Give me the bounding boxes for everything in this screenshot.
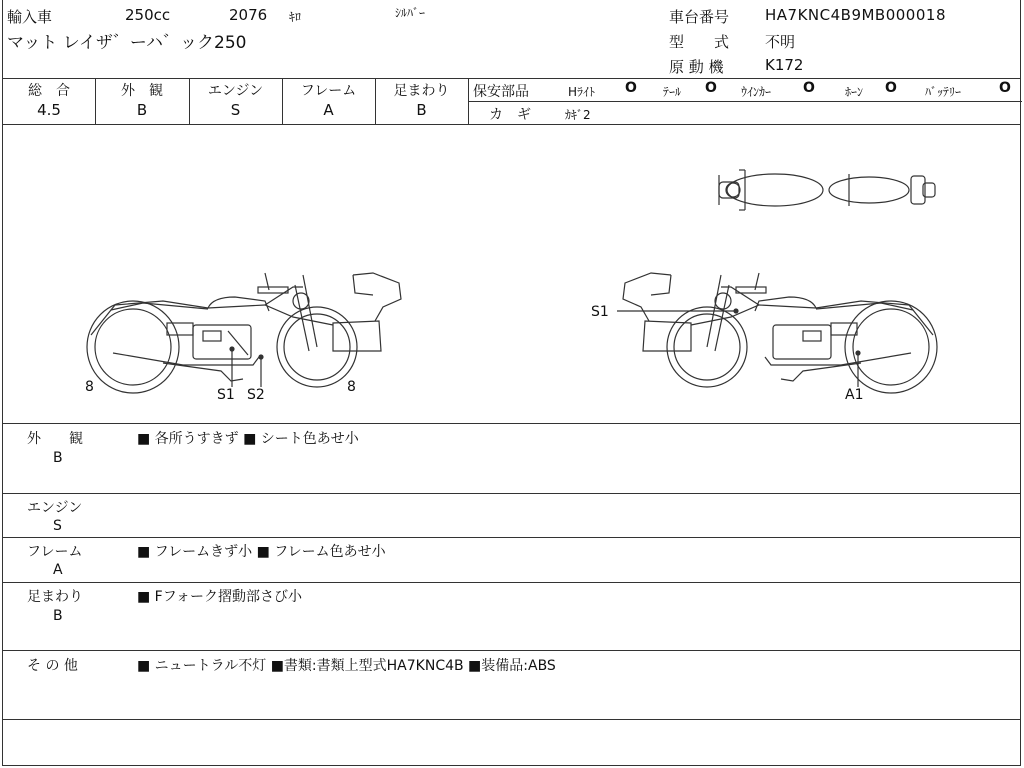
safety-item-headlight: Hﾗｲﾄ [568,85,596,99]
safety-item-horn: ﾎｰﾝ [845,85,864,99]
notes-divider [3,719,1020,720]
note-text-exterior: ■ 各所うすきず ■ シート色あせ小 [137,431,359,447]
note-category-engine: エンジン [27,500,83,516]
color: ｼﾙﾊﾞｰ [395,6,426,20]
type-value: 不明 [765,33,796,51]
note-text-frame: ■ フレームきず小 ■ フレーム色あせ小 [137,544,386,560]
notes-divider [3,650,1020,651]
grade-frame-value: A [323,101,334,119]
import-label: 輸入車 [7,8,53,26]
note-text-suspension: ■ Fフォーク摺動部さび小 [137,589,303,605]
safety-status-winker: O [803,80,815,96]
note-grade-frame: A [53,562,63,578]
grade-suspension-value: B [416,101,427,119]
safety-item-battery: ﾊﾞｯﾃﾘｰ [925,85,962,99]
safety-item-tail: ﾃｰﾙ [663,85,682,99]
motorcycle-diagram [3,125,1020,423]
grade-row-top-border [3,78,1020,79]
motorcycle-top-view [719,170,935,210]
safety-divider [468,101,1022,102]
mileage: 2076 [229,6,268,24]
safety-item-winker: ｳｲﾝｶｰ [741,85,772,99]
mark-left-front-wheel: 8 [347,379,356,395]
frame-no: HA7KNC4B9MB000018 [765,6,946,24]
notes-divider [3,537,1020,538]
grade-overall-value: 4.5 [37,101,61,119]
motorcycle-right-side [617,273,937,393]
mark-right-s1: S1 [591,304,609,320]
grade-suspension-label: 足まわり [393,83,450,99]
grade-overall-label: 総 合 [28,83,70,99]
inspection-sheet [2,0,1021,766]
note-grade-exterior: B [53,450,63,466]
safety-status-horn: O [885,80,897,96]
notes-top-border [3,423,1020,424]
note-category-other: そ の 他 [27,658,78,674]
safety-status-headlight: O [625,80,637,96]
grade-engine-label: エンジン [207,83,264,99]
motorcycle-left-side [87,273,401,393]
displacement: 250cc [125,6,171,24]
type-label: 型 式 [669,33,730,51]
mark-left-s1: S1 [217,387,235,403]
engine-label: 原 動 機 [669,58,724,76]
model-name: マット レイザ゛ーハ゛ック250 [7,33,247,53]
frame-no-label: 車台番号 [669,8,730,26]
note-grade-suspension: B [53,608,63,624]
mileage-unit: ｷﾛ [289,10,302,24]
note-grade-engine: S [53,518,62,534]
safety-status-battery: O [999,80,1011,96]
mark-left-s2: S2 [247,387,265,403]
note-category-suspension: 足まわり [27,589,83,605]
note-category-frame: フレーム [27,544,83,560]
key-value: ｶｷﾞ2 [565,108,591,122]
notes-divider [3,582,1020,583]
key-label: カ ギ [489,107,531,123]
grade-engine-value: S [230,101,241,119]
safety-status-tail: O [705,80,717,96]
notes-divider [3,493,1020,494]
safety-label: 保安部品 [473,84,529,100]
grade-frame-label: フレーム [300,83,357,99]
mark-left-rear-wheel: 8 [85,379,94,395]
engine-value: K172 [765,56,804,74]
note-category-exterior: 外 観 [27,431,83,447]
mark-right-a1: A1 [845,387,864,403]
grade-exterior-value: B [136,101,148,119]
note-text-other: ■ ニュートラル不灯 ■書類:書類上型式HA7KNC4B ■装備品:ABS [137,658,556,674]
grade-exterior-label: 外 観 [121,83,163,99]
